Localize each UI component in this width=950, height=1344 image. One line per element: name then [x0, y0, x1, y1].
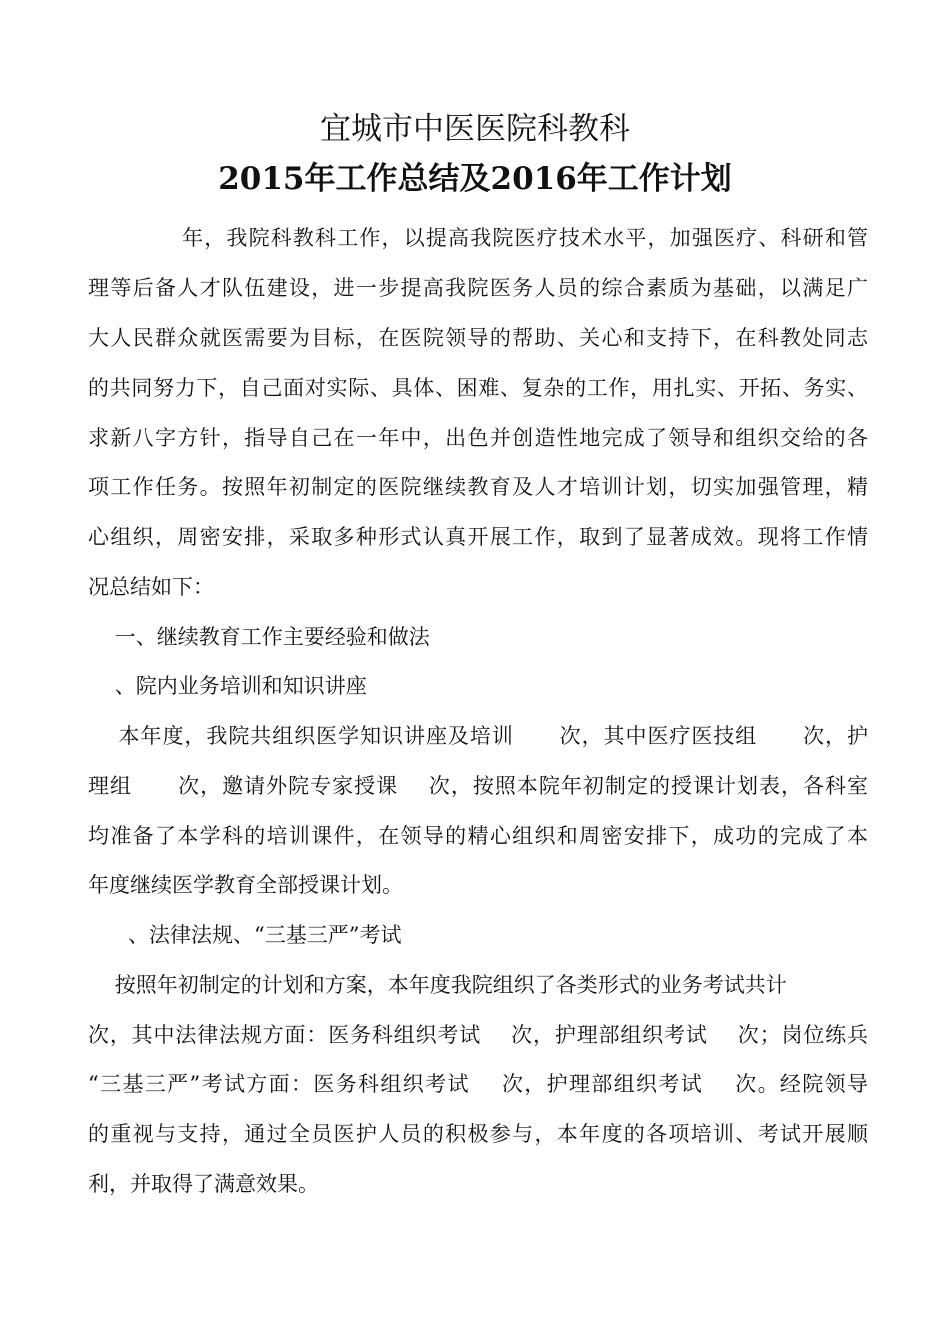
body-line: 年，我院科教科工作，以提高我院医疗技术水平，加强医疗、科研和管 — [88, 226, 868, 250]
subsection-heading: 、法律法规、“三基三严”考试 — [88, 923, 402, 947]
body-line: 本年度，我院共组织医学知识讲座及培训 次，其中医疗医技组 次，护 — [88, 724, 868, 748]
body-line: 的重视与支持，通过全员医护人员的积极参与，本年度的各项培训、考试开展顺 — [88, 1122, 868, 1146]
body-line: 理组 次，邀请外院专家授课 次，按照本院年初制定的授课计划表，各科室 — [88, 774, 868, 798]
body-line: 求新八字方针，指导自己在一年中，出色并创造性地完成了领导和组织交给的各 — [88, 426, 868, 450]
body-line: 利，并取得了满意效果。 — [88, 1172, 319, 1196]
body-line: 次，其中法律法规方面：医务科组织考试 次，护理部组织考试 次；岗位练兵 — [88, 1023, 868, 1047]
body-line: 心组织，周密安排，采取多种形式认真开展工作，取到了显著成效。现将工作情 — [88, 525, 868, 549]
body-line: “三基三严”考试方面：医务科组织考试 次，护理部组织考试 次。经院领导 — [88, 1072, 868, 1096]
document-title: 宜城市中医医院科教科 — [320, 111, 630, 147]
body-line: 均准备了本学科的培训课件，在领导的精心组织和周密安排下，成功的完成了本 — [88, 824, 868, 848]
body-line: 理等后备人才队伍建设，进一步提高我院医务人员的综合素质为基础，以满足广 — [88, 276, 868, 300]
body-line: 按照年初制定的计划和方案，本年度我院组织了各类形式的业务考试共计 — [88, 973, 787, 997]
section-heading: 一、继续教育工作主要经验和做法 — [88, 625, 430, 649]
body-line: 的共同努力下，自己面对实际、具体、困难、复杂的工作，用扎实、开拓、务实、 — [88, 376, 868, 400]
body-line: 况总结如下： — [88, 575, 214, 599]
body-line: 大人民群众就医需要为目标，在医院领导的帮助、关心和支持下，在科教处同志 — [88, 326, 868, 350]
document-subtitle: 2015年工作总结及2016年工作计划 — [218, 161, 732, 197]
subsection-heading: 、院内业务培训和知识讲座 — [88, 674, 367, 698]
body-line: 项工作任务。按照年初制定的医院继续教育及人才培训计划，切实加强管理，精 — [88, 475, 868, 499]
body-line: 年度继续医学教育全部授课计划。 — [88, 873, 403, 897]
